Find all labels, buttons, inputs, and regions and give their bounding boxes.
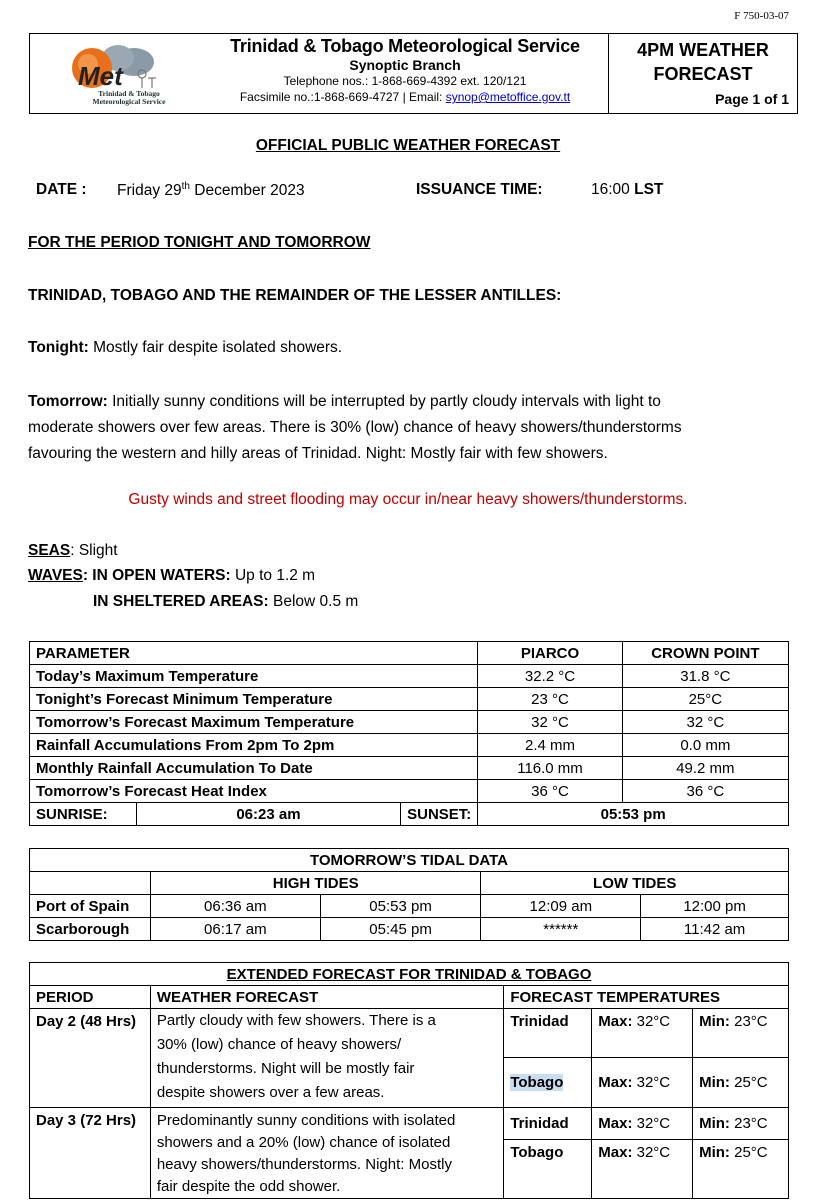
tomorrow-line-3: favouring the western and hilly areas of Trinidad. Night: Mostly fair with few showers. <box>28 445 608 462</box>
tides-title: TOMORROW’S TIDAL DATA <box>30 849 789 872</box>
high-tide-2: 05:53 pm <box>320 895 481 918</box>
waves-open-value: Up to 1.2 m <box>230 567 316 584</box>
param-name: Rainfall Accumulations From 2pm To 2pm <box>30 734 478 757</box>
waves-label: WAVES <box>28 567 83 584</box>
period-day-3: Day 3 (72 Hrs) <box>30 1108 151 1199</box>
max-value: 32°C <box>632 1144 671 1162</box>
min-value: 23°C <box>729 1013 768 1030</box>
temp-min <box>693 1140 789 1199</box>
crown-point-value: 36 °C <box>622 780 788 803</box>
date-value <box>117 181 305 200</box>
temp-min <box>693 1058 789 1108</box>
header-piarco: PIARCO <box>478 642 622 665</box>
temp-place: Trinidad <box>504 1009 592 1058</box>
min-value: 25°C <box>729 1074 768 1091</box>
met-logo <box>30 34 202 113</box>
weather-day-2 <box>150 1009 503 1108</box>
weather-line: heavy showers/thunderstorms. Night: Mostly <box>156 1156 452 1173</box>
seas-value: : Slight <box>70 542 118 559</box>
temp-max <box>592 1009 693 1058</box>
crown-point-value: 49.2 mm <box>622 757 788 780</box>
temp-place: Trinidad <box>504 1108 592 1140</box>
low-tide-1: ****** <box>481 918 641 941</box>
sun-row <box>30 803 789 826</box>
date-label: DATE : <box>36 181 87 198</box>
tomorrow-forecast <box>28 389 682 467</box>
issuance-unit: LST <box>634 181 664 198</box>
crown-point-value: 0.0 mm <box>622 734 788 757</box>
max-value: 32°C <box>632 1074 671 1091</box>
piarco-value: 32 °C <box>478 711 622 734</box>
table-row <box>30 780 789 803</box>
low-tide-2: 12:00 pm <box>641 895 789 918</box>
email-link[interactable]: synop@metoffice.gov.tt <box>445 90 571 104</box>
piarco-value: 23 °C <box>478 688 622 711</box>
tides-table <box>29 848 789 941</box>
sunrise-label: SUNRISE: <box>30 803 137 826</box>
min-value: 23°C <box>729 1115 768 1133</box>
min-label: Min: <box>699 1144 730 1162</box>
page-number: Page 1 of 1 <box>715 91 789 107</box>
param-name: Tomorrow’s Forecast Heat Index <box>30 780 478 803</box>
temp-max <box>592 1058 693 1108</box>
table-row <box>30 895 789 918</box>
low-tide-1: 12:09 am <box>481 895 641 918</box>
weather-line: despite showers over a few areas. <box>156 1084 385 1101</box>
table-row <box>30 918 789 941</box>
header-right <box>608 34 797 113</box>
temp-max <box>592 1140 693 1199</box>
param-name: Today’s Maximum Temperature <box>30 665 478 688</box>
tomorrow-line-1 <box>28 389 682 415</box>
weather-line: Partly cloudy with few showers. There is a <box>156 1012 436 1029</box>
waves-sheltered-line <box>93 593 358 611</box>
high-tide-2: 05:45 pm <box>320 918 481 941</box>
tides-title-row <box>30 849 789 872</box>
period-heading: FOR THE PERIOD TONIGHT AND TOMORROW <box>28 234 371 251</box>
crown-point-value: 32 °C <box>622 711 788 734</box>
tides-empty-cell <box>30 872 151 895</box>
piarco-value: 32.2 °C <box>478 665 622 688</box>
min-value: 25°C <box>729 1144 768 1162</box>
piarco-value: 2.4 mm <box>478 734 622 757</box>
issuance-value <box>591 181 663 199</box>
max-label: Max: <box>598 1013 633 1030</box>
temp-min <box>693 1108 789 1140</box>
table-row <box>30 1009 789 1058</box>
tide-location: Port of Spain <box>30 895 151 918</box>
table-row <box>30 711 789 734</box>
seas-label: SEAS <box>28 542 71 559</box>
tomorrow-label: Tomorrow: <box>28 393 108 410</box>
tomorrow-text-1: Initially sunny conditions will be interrupted by partly cloudy intervals with light to <box>107 393 661 410</box>
piarco-value: 36 °C <box>478 780 622 803</box>
fax-line <box>202 89 608 105</box>
waves-sheltered-value: Below 0.5 m <box>268 593 359 610</box>
weather-line: fair despite the odd shower. <box>156 1178 341 1195</box>
extended-title-row <box>30 963 789 986</box>
date-rest: December 2023 <box>189 182 305 200</box>
weather-line: showers and a 20% (low) chance of isolated <box>156 1134 451 1151</box>
branch-name: Synoptic Branch <box>349 57 461 73</box>
low-tide-2: 11:42 am <box>641 918 789 941</box>
table-row <box>30 734 789 757</box>
region-heading: TRINIDAD, TOBAGO AND THE REMAINDER OF THE LESSER ANTILLES: <box>28 287 562 304</box>
header-period: PERIOD <box>30 986 151 1009</box>
weather-line: 30% (low) chance of heavy showers/ <box>156 1036 402 1053</box>
header-parameter: PARAMETER <box>30 642 478 665</box>
piarco-value: 116.0 mm <box>478 757 622 780</box>
parameters-header-row <box>30 642 789 665</box>
table-row <box>30 1108 789 1140</box>
forecast-title: 4PM WEATHER FORECAST <box>637 40 769 84</box>
extended-title: EXTENDED FORECAST FOR TRINIDAD & TOBAGO <box>30 963 789 986</box>
tonight-text: Mostly fair despite isolated showers. <box>88 339 343 356</box>
low-tides-label: LOW TIDES <box>481 872 789 895</box>
param-name: Tomorrow’s Forecast Maximum Temperature <box>30 711 478 734</box>
temp-place <box>504 1058 592 1108</box>
svg-text:Met: Met <box>78 61 123 91</box>
table-row <box>30 688 789 711</box>
logo-caption: Trinidad & Tobago Meteorological Service <box>92 89 166 106</box>
issuance-time: 16:00 <box>591 181 635 198</box>
max-label: Max: <box>598 1074 633 1091</box>
max-value: 32°C <box>632 1115 671 1133</box>
form-number: F 750-03-07 <box>734 10 789 22</box>
header-temperatures: FORECAST TEMPERATURES <box>504 986 789 1009</box>
sunset-label: SUNSET: <box>401 803 478 826</box>
waves-line <box>28 567 315 585</box>
date-suffix: th <box>181 181 190 192</box>
weather-line: thunderstorms. Night will be mostly fair <box>156 1060 415 1077</box>
tonight-label: Tonight: <box>28 339 89 356</box>
crown-point-value: 31.8 °C <box>622 665 788 688</box>
sunset-value: 05:53 pm <box>478 803 789 826</box>
extended-header-row <box>30 986 789 1009</box>
min-label: Min: <box>699 1074 730 1091</box>
param-name: Tonight’s Forecast Minimum Temperature <box>30 688 478 711</box>
waves-open-label: : IN OPEN WATERS: <box>82 567 231 584</box>
weather-day-3 <box>150 1108 503 1199</box>
issuance-label: ISSUANCE TIME: <box>416 181 543 198</box>
fax-text: Facsimile no.:1-868-669-4727 | Email: <box>239 90 446 104</box>
header-crown-point: CROWN POINT <box>622 642 788 665</box>
telephone-line: Telephone nos.: 1-868-669-4392 ext. 120/121 <box>283 74 527 88</box>
max-label: Max: <box>598 1144 633 1162</box>
sunrise-value: 06:23 am <box>136 803 400 826</box>
header-center <box>202 34 608 113</box>
extended-table <box>29 962 789 1199</box>
header <box>29 33 798 114</box>
high-tides-label: HIGH TIDES <box>150 872 480 895</box>
period-day-2: Day 2 (48 Hrs) <box>30 1009 151 1108</box>
header-weather: WEATHER FORECAST <box>150 986 503 1009</box>
document-title: OFFICIAL PUBLIC WEATHER FORECAST <box>255 137 561 154</box>
warning-text: Gusty winds and street flooding may occur in/near heavy showers/thunderstorms. <box>128 491 688 508</box>
max-value: 32°C <box>632 1013 671 1030</box>
temp-place: Tobago <box>504 1140 592 1199</box>
temp-min <box>693 1009 789 1058</box>
waves-sheltered-label: IN SHELTERED AREAS: <box>93 593 269 610</box>
tonight-forecast <box>28 339 342 357</box>
temp-max <box>592 1108 693 1140</box>
max-label: Max: <box>598 1115 633 1133</box>
min-label: Min: <box>699 1115 730 1133</box>
min-label: Min: <box>699 1013 730 1030</box>
table-row <box>30 757 789 780</box>
tides-header-row <box>30 872 789 895</box>
crown-point-value: 25°C <box>622 688 788 711</box>
tide-location: Scarborough <box>30 918 151 941</box>
organization-name: Trinidad & Tobago Meteorological Service <box>230 36 580 56</box>
table-row <box>30 665 789 688</box>
parameters-table <box>29 641 789 826</box>
date-day: Friday 29 <box>117 182 182 200</box>
temp-place-highlighted: Tobago <box>510 1074 564 1091</box>
param-name: Monthly Rainfall Accumulation To Date <box>30 757 478 780</box>
high-tide-1: 06:17 am <box>150 918 320 941</box>
seas-line <box>28 542 118 560</box>
tomorrow-line-2: moderate showers over few areas. There is 30% (low) chance of heavy showers/thunderstorms <box>28 419 682 436</box>
high-tide-1: 06:36 am <box>150 895 320 918</box>
weather-line: Predominantly sunny conditions with isolated <box>156 1112 456 1129</box>
